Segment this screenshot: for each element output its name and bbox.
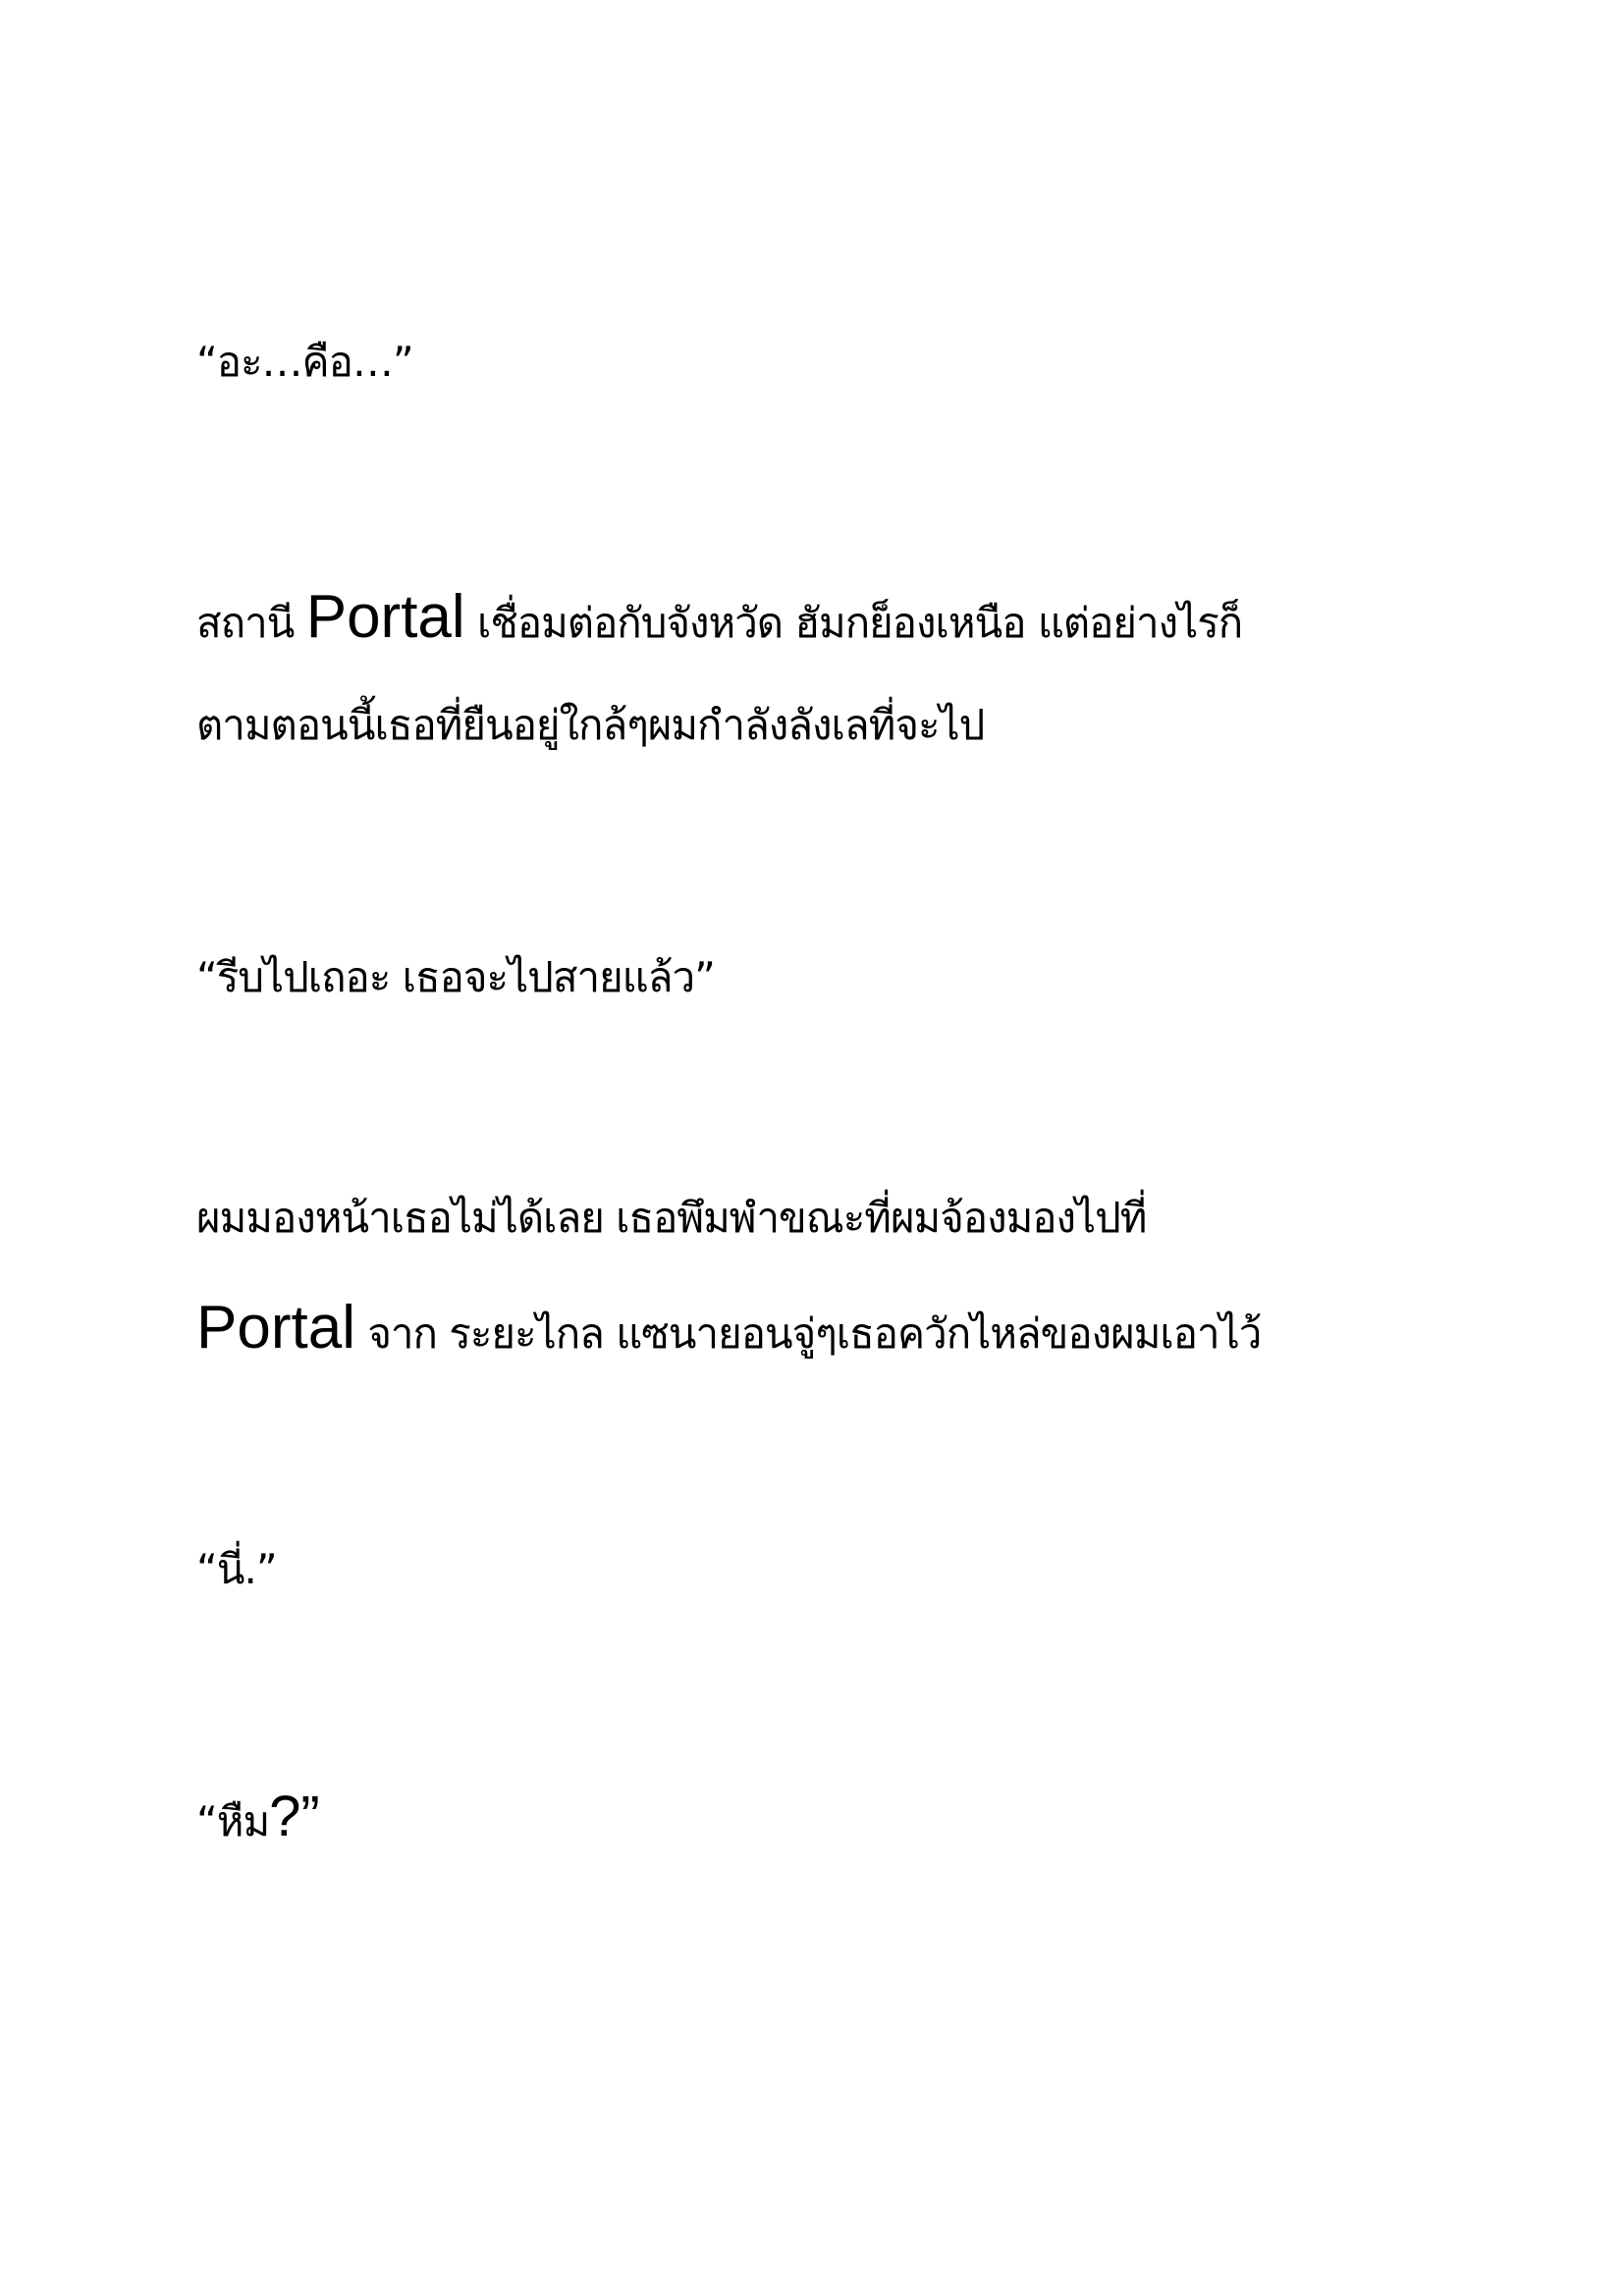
narration-text-part: สถานี: [196, 599, 306, 647]
dialogue-text-part: “หืม: [196, 1797, 270, 1845]
dialogue-text: “นี่.”: [196, 1545, 277, 1593]
portal-word: Portal: [305, 583, 465, 651]
narration-text: ตามตอนนี้เธอที่ยืนอยู่ใกล้ๆผมกำลังลังเลที่จะไป: [196, 701, 985, 749]
question-mark: ?”: [269, 1785, 320, 1848]
narration-text-part: เชื่อมต่อกับจังหวัด ฮัมกย็องเหนือ แต่อย่างไรก็: [464, 599, 1243, 647]
dialogue-text: “อะ…คือ…”: [196, 338, 413, 386]
dialogue-line-3: [196, 1545, 277, 1593]
dialogue-line-1: [196, 338, 413, 386]
narration-line-1: [196, 583, 1243, 651]
narration-text-part: จาก ระยะไกล แซนายอนจู่ๆเธอควักไหล่ของผมเอาไว้: [354, 1309, 1262, 1358]
portal-word: Portal: [196, 1294, 355, 1362]
dialogue-line-2: [196, 953, 715, 1001]
narration-line-3: [196, 1194, 1147, 1242]
narration-line-4: [196, 1294, 1262, 1362]
narration-line-2: [196, 701, 985, 749]
dialogue-line-4: [196, 1785, 320, 1848]
narration-text: ผมมองหน้าเธอไม่ได้เลย เธอพึมพำขณะที่ผมจ้องมองไปที่: [196, 1194, 1147, 1242]
dialogue-text: “รีบไปเถอะ เธอจะไปสายแล้ว”: [196, 953, 715, 1001]
